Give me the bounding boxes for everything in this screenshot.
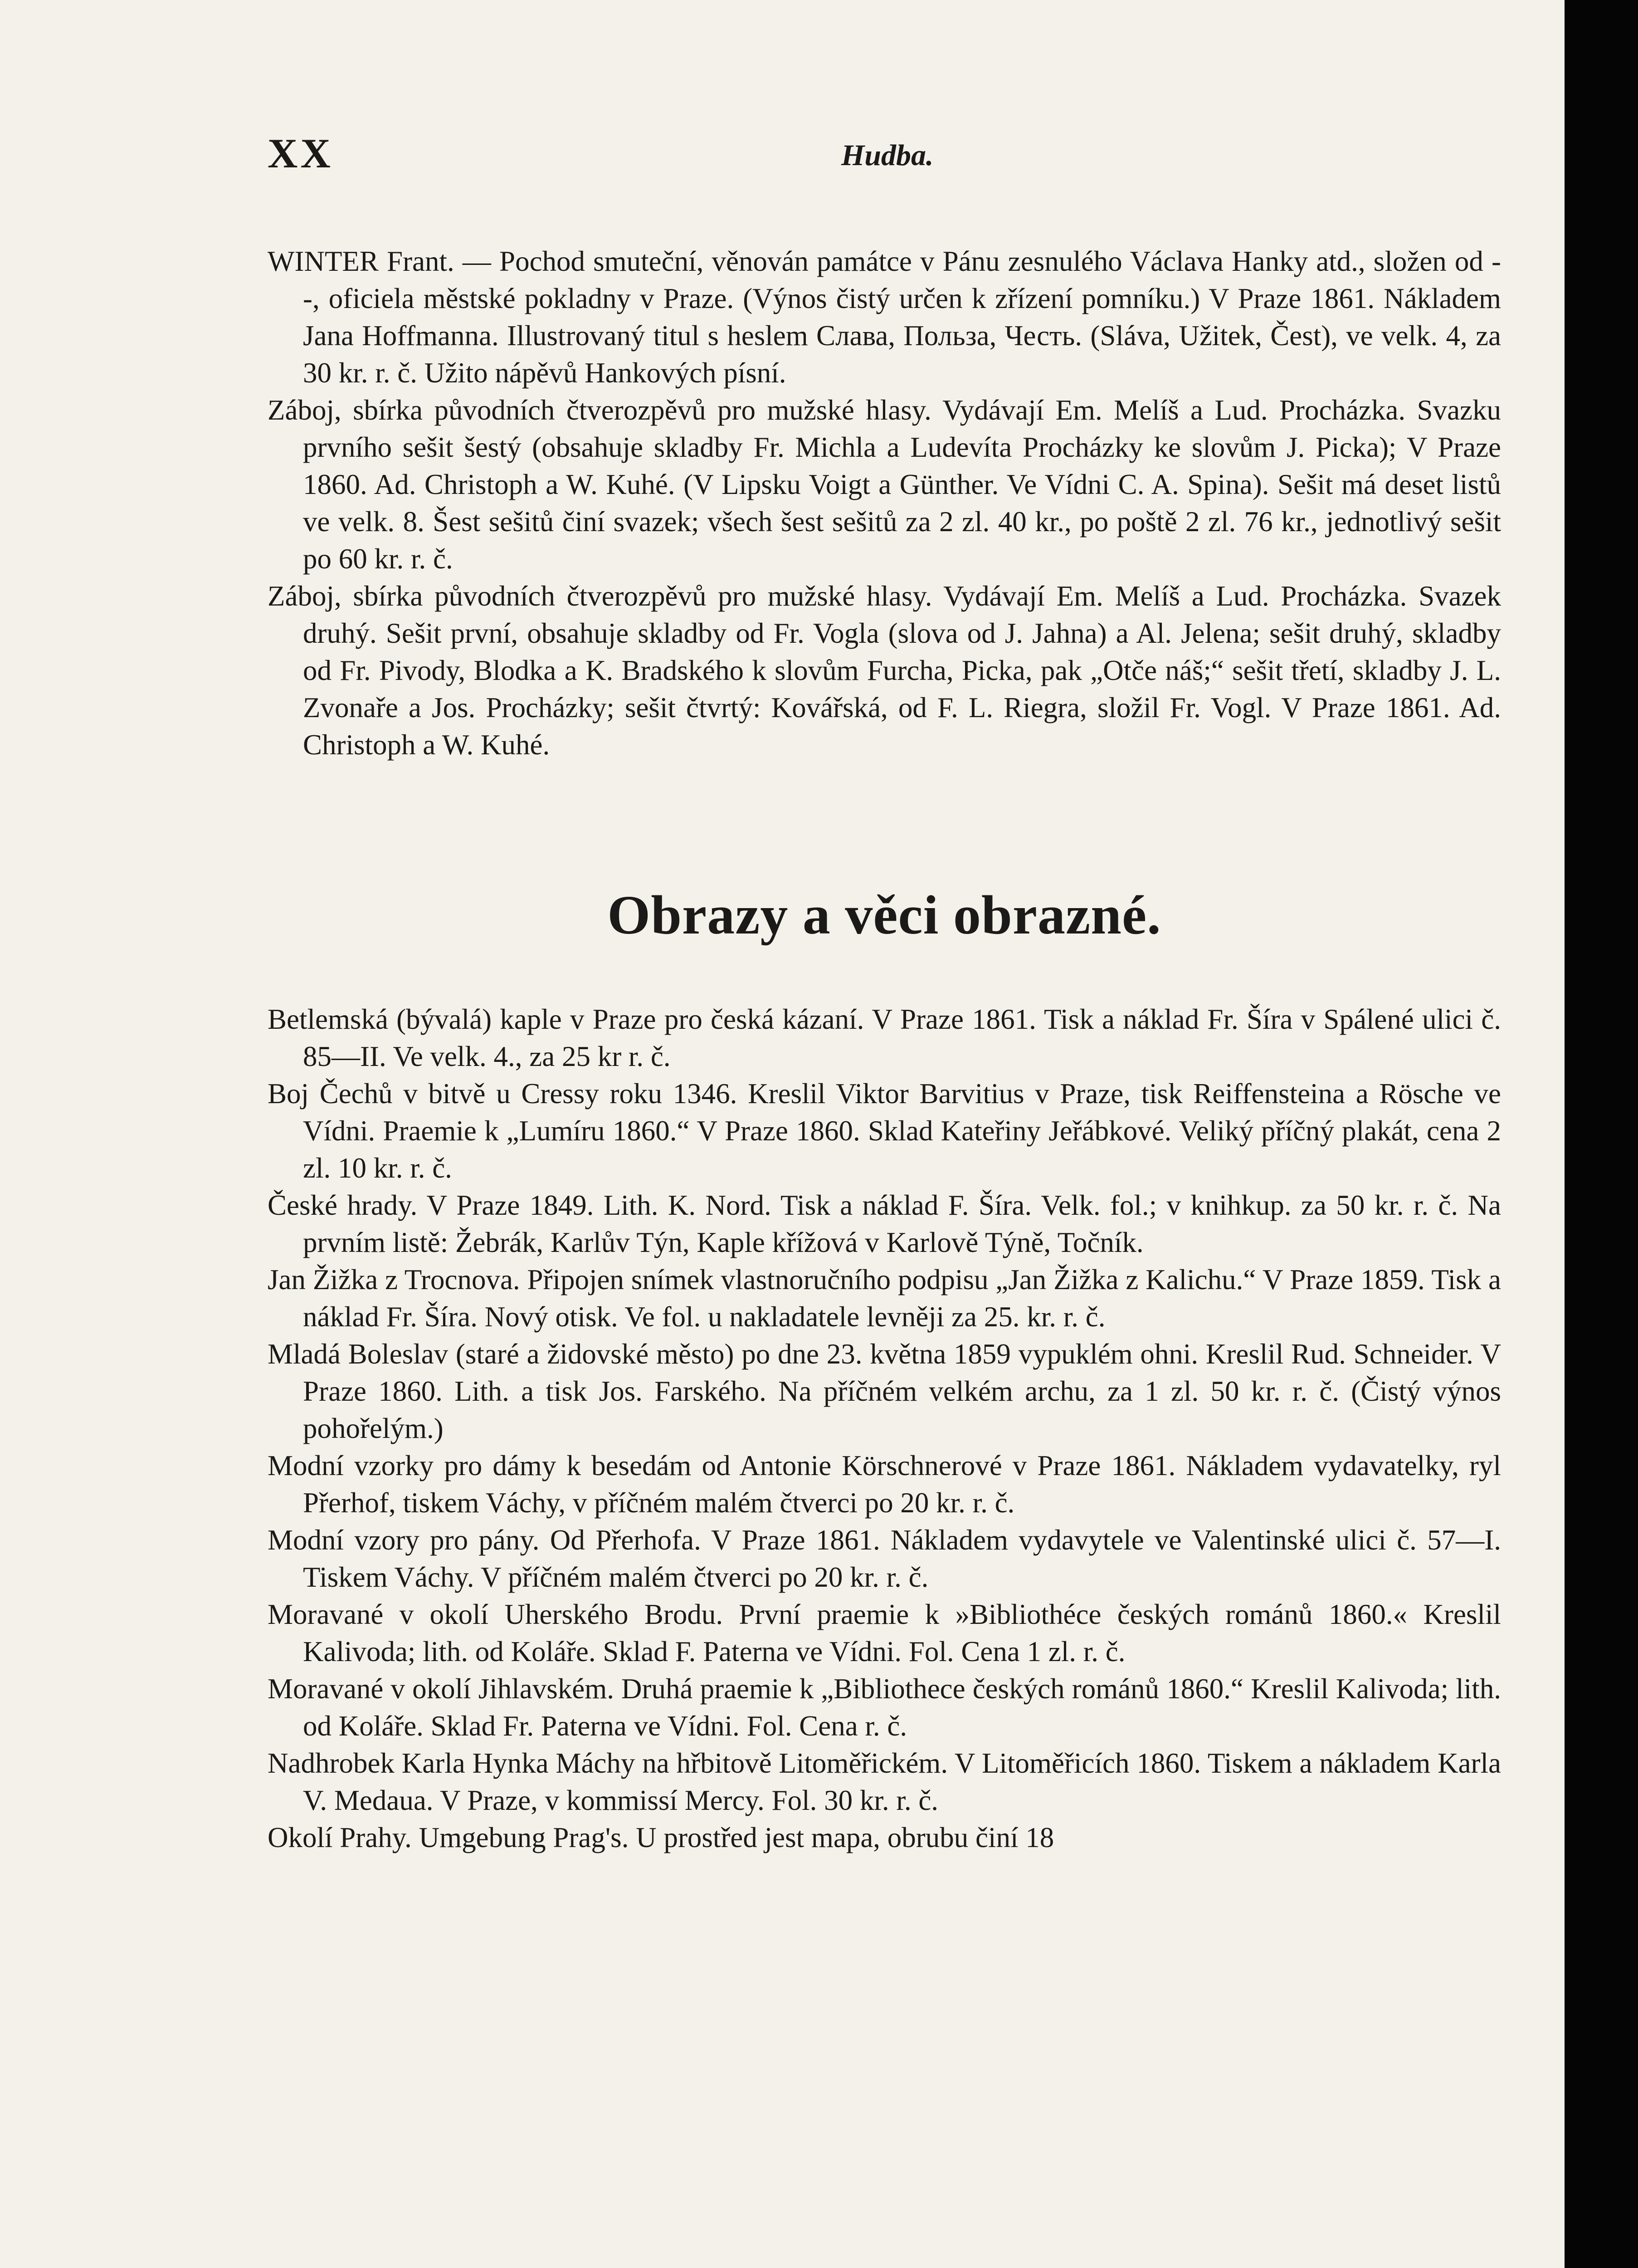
entry-modni-vzory-pany: Modní vzory pro pány. Od Přerhofa. V Praze 1861. Nákladem vydavytele ve Valentinské ulici č. 57—I. Tiskem Váchy. V příčném malém čtverci po 20 kr. r. č.: [268, 1524, 1501, 1593]
page-header: [268, 129, 1433, 188]
entry-zaboj-svazek-2: Záboj, sbírka původních čtverozpěvů pro mužské hlasy. Vydávají Em. Melíš a Lud. Procházka. Svazek druhý. Sešit první, obsahuje skladby od Fr. Vogla (slova od J. Jahna) a Al. Jelena; sešit druhý, skladby od Fr. Pivody, Blodka a K. Bradského k slovům Furcha, Picka, pak „Otče náš;“ sešit třetí, skladby J. L. Zvonaře a Jos. Procházky; sešit čtvrtý: Kovářská, od F. L. Riegra, složil Fr. Vogl. V Praze 1861. Ad. Christoph a W. Kuhé.: [268, 580, 1501, 761]
picture-entries: [268, 1001, 1501, 1856]
entry-moravane-brod: Moravané v okolí Uherského Brodu. První praemie k »Bibliothéce českých románů 1860.« Kreslil Kalivoda; lith. od Koláře. Sklad F. Paterna ve Vídni. Fol. Cena 1 zl. r. č.: [268, 1598, 1501, 1667]
entry-jan-zizka: Jan Žižka z Trocnova. Připojen snímek vlastnoručního podpisu „Jan Žižka z Kalichu.“ V Praze 1859. Tisk a náklad Fr. Šíra. Nový otisk. Ve fol. u nakladatele levněji za 25. kr. r. č.: [268, 1264, 1501, 1333]
page-content: [268, 243, 1501, 1856]
entry-modni-vzorky-damy: Modní vzorky pro dámy k besedám od Antonie Körschnerové v Praze 1861. Nákladem vydavatelky, ryl Přerhof, tiskem Váchy, v příčném malém čtverci po 20 kr. r. č.: [268, 1450, 1501, 1519]
entry-moravane-jihlava: Moravané v okolí Jihlavském. Druhá praemie k „Bibliothece českých románů 1860.“ Kreslil Kalivoda; lith. od Koláře. Sklad Fr. Paterna ve Vídni. Fol. Cena r. č.: [268, 1673, 1501, 1742]
entry-boj-cechu: Boj Čechů v bitvě u Cressy roku 1346. Kreslil Viktor Barvitius v Praze, tisk Reiffensteina a Rösche ve Vídni. Praemie k „Lumíru 1860.“ V Praze 1860. Sklad Kateřiny Jeřábkové. Veliký příčný plakát, cena 2 zl. 10 kr. r. č.: [268, 1078, 1501, 1184]
page-number: XX: [268, 130, 333, 176]
entry-mlada-boleslav: Mladá Boleslav (staré a židovské město) po dne 23. května 1859 vypuklém ohni. Kreslil Rud. Schneider. V Praze 1860. Lith. a tisk Jos. Farského. Na příčném velkém archu, za 1 zl. 50 kr. r. č. (Čistý výnos pohořelým.): [268, 1338, 1501, 1444]
entry-winter-pochod: WINTER Frant. — Pochod smuteční, věnován památce v Pánu zesnulého Václava Hanky atd., složen od - -, oficiela městské pokladny v Praze. (Výnos čistý určen k zřízení pomníku.) V Praze 1861. Nákladem Jana Hoffmanna. Illustrovaný titul s heslem Слава, Польза, Честь. (Sláva, Užitek, Čest), ve velk. 4, za 30 kr. r. č. Užito nápěvů Hankových písní.: [268, 245, 1501, 389]
music-entries: [268, 243, 1501, 763]
entry-nadhrobek-macha: Nadhrobek Karla Hynka Máchy na hřbitově Litoměřickém. V Litoměřicích 1860. Tiskem a nákladem Karla V. Medaua. V Praze, v kommissí Mercy. Fol. 30 kr. r. č.: [268, 1747, 1501, 1816]
entry-betlemska-kaple: Betlemská (bývalá) kaple v Praze pro česká kázaní. V Praze 1861. Tisk a náklad Fr. Šíra v Spálené ulici č. 85—II. Ve velk. 4., za 25 kr r. č.: [268, 1003, 1501, 1072]
running-title: Hudba.: [841, 139, 934, 172]
entry-zaboj-svazek-1: Záboj, sbírka původních čtverozpěvů pro mužské hlasy. Vydávají Em. Melíš a Lud. Procházka. Svazku prvního sešit šestý (obsahuje skladby Fr. Michla a Ludevíta Procházky ke slovům J. Picka); V Praze 1860. Ad. Christoph a W. Kuhé. (V Lipsku Voigt a Günther. Ve Vídni C. A. Spina). Sešit má deset listů ve velk. 8. Šest sešitů činí svazek; všech šest sešitů za 2 zl. 40 kr., po poště 2 zl. 76 kr., jednotlivý sešit po 60 kr. r. č.: [268, 394, 1501, 575]
scan-border: [1565, 0, 1638, 2268]
entry-okoli-prahy: Okolí Prahy. Umgebung Prag's. U prostřed jest mapa, obrubu činí 18: [268, 1822, 1054, 1853]
entry-ceske-hrady: České hrady. V Praze 1849. Lith. K. Nord. Tisk a náklad F. Šíra. Velk. fol.; v knihkup. za 50 kr. r. č. Na prvním listě: Žebrák, Karlův Týn, Kaple křížová v Karlově Týně, Točník.: [268, 1189, 1501, 1258]
section-heading: Obrazy a věci obrazné.: [607, 885, 1161, 946]
